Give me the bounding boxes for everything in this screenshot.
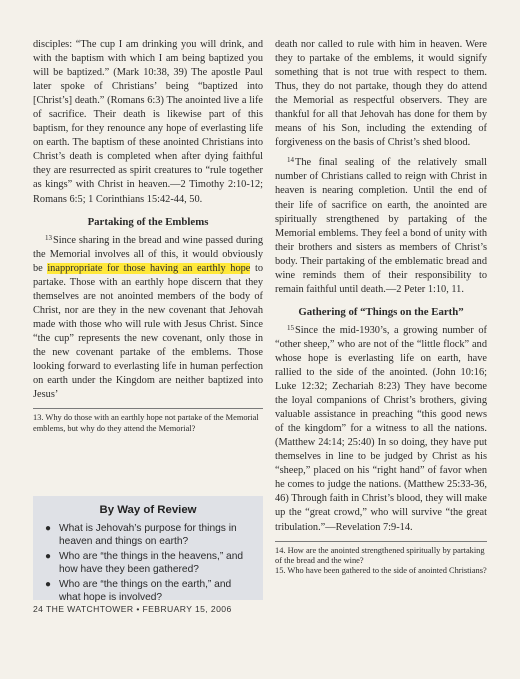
paragraph-14-text: The final sealing of the relatively small number of Christians called to reign with Christ in heaven is nearing completion. Until the end of their life of sacrifice on earth, the anointed are spiritually strengthened by partaking of the Memorial emblems. They feel a bond of unity with their brothers and sisters as members of Christ’s body. Their partaking of the emblematic bread and wine reminds them of their responsibility to remain faithful until death.—2 Peter 1:10, 11. [275,157,487,295]
review-item [45,551,253,576]
right-column [275,38,487,577]
study-question-14: 14. How are the anointed strengthened spiritually by partaking of the bread and the wine? [275,545,485,565]
subheading-gathering: Gathering of “Things on the Earth” [298,305,464,318]
study-question-15: 15. Who have been gathered to the side of anointed Christians? [275,566,487,576]
bullet-icon: ● [45,551,52,563]
paragraph-15-text: Since the mid-1930’s, a growing number of “other sheep,” who are not of the “little flock” and whose hope is everlasting life on earth, have rallied to the side of the anointed. (John 10:16; Luke 12:32; Zechariah 8:23) They have become the loyal companions of Christ’s brothers, giving valuable assistance in preaching “this good news of the kingdom” for a witness to all the nations. (Matthew 24:14; 25:40) In so doing, they have put themselves in line to be judged by Christ as his “sheep,” placed on his “right hand” of favor when he comes to judge the nations. (Matthew 25:33-36, 46) Through faith in Christ’s blood, they will make up the “great crowd,” who will survive “the great tribulation.”—Revelation 7:9-14. [275,324,487,533]
review-item-text: What is Jehovah’s purpose for things in heaven and things on earth? [59,523,237,547]
highlighted-text: inappropriate for those having an earthly hope [47,262,251,274]
bullet-icon: ● [45,579,52,591]
subheading-partaking: Partaking of the Emblems [87,215,209,228]
page-footer: 24 THE WATCHTOWER • FEBRUARY 15, 2006 [33,604,232,614]
left-column [33,38,263,434]
paragraph-13-after: to partake. Those with an earthly hope discern that they themselves are not anointed members of the body of Christ, nor are they in the new covenant that Jehovah made with those who will rule with Jesus Christ. Since “the cup” represents the new covenant, only those in the new covenant partake of the emblems. Those looking forward to everlasting life in human perfection on earth under the Kingdom are neither baptized into Jesus’ [33,262,263,401]
review-list [33,523,263,605]
paragraph-12-continued: disciples: “The cup I am drinking you will drink, and with the baptism with which I am being baptized you will be baptized.” (Mark 10:38, 39) The apostle Paul later spoke of Christians’ being “baptized into [Christ’s] death.” (Romans 6:3) The anointed live a life of sacrifice. Their death is likewise part of this baptism, for they renounce any hope of everlasting life on earth. The baptism of these anointed Christians into Christ’s death is completed when after dying faithful they are resurrected as spirit creatures to “rule together as kings” with Christ in heaven.—2 Timothy 2:10-12; Romans 6:5; 1 Corinthians 15:42-44, 50. [33,39,263,205]
review-item-text: Who are “the things in the heavens,” and how have they been gathered? [59,551,244,575]
paragraph-13 [33,231,263,403]
paragraph-13-continued: death nor called to rule with him in heaven. Were they to partake of the emblems, it would signify something that is not true with respect to them. Thus, they do not partake, though they do attend the Memorial as respectful observers. They are thankful for all that Jehovah has done for them by means of his Son, including the extending of forgiveness on the basis of Christ’s shed blood. [275,39,487,149]
review-item [45,523,253,548]
paragraph-number: 14 [287,156,294,165]
study-questions-right [275,541,487,577]
study-questions-left [33,408,263,434]
study-question-13: 13. Why do those with an earthly hope not partake of the Memorial emblems, but why do they attend the Memorial? [33,413,259,433]
paragraph-number: 15 [287,323,294,332]
bullet-icon: ● [45,523,52,534]
paragraph-number: 13 [45,233,52,242]
paragraph-13-before: Since sharing in the bread and wine passed during the Memorial involves all of this, it would obviously be [33,234,263,274]
review-box [33,496,263,603]
paragraph-15 [275,321,487,535]
review-item-text: Who are “the things on the earth,” and what hope is involved? [59,579,232,603]
paragraph-14 [275,153,487,296]
review-item [45,579,253,604]
review-title: By Way of Review [99,504,197,516]
